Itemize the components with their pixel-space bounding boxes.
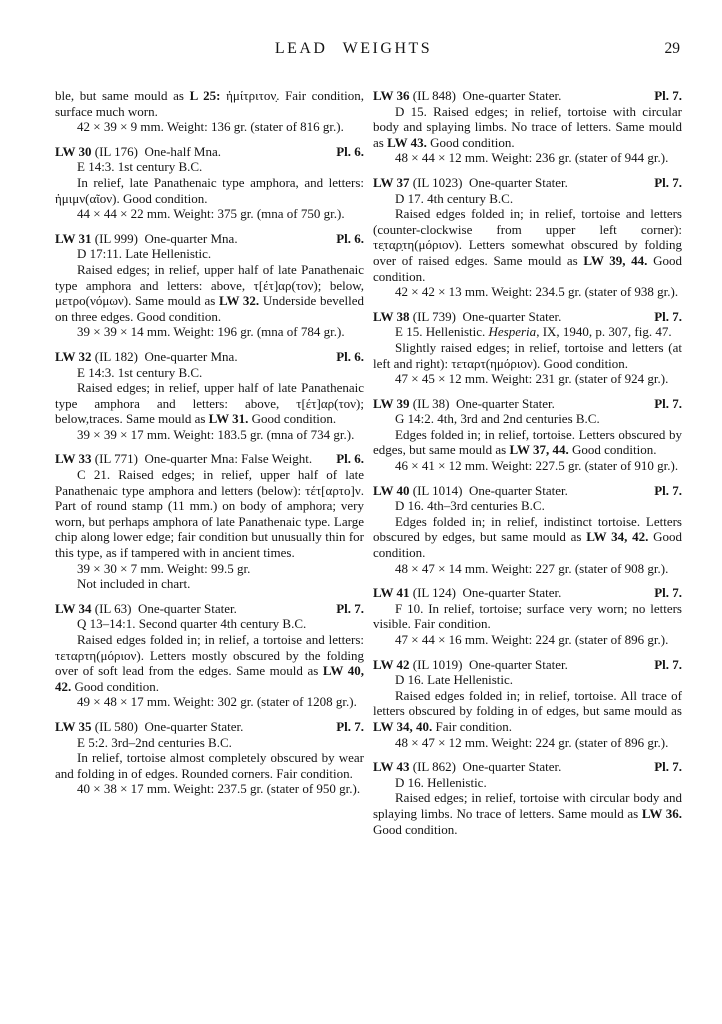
catalog-entry xyxy=(55,451,364,591)
catalog-entry xyxy=(373,759,682,837)
plate-reference: Pl. 6. xyxy=(336,451,364,467)
entry-paragraph: D 16. Late Hellenistic. xyxy=(395,672,514,688)
entry-paragraph: 48 × 44 × 12 mm. Weight: 236 gr. (stater of 944 gr.). xyxy=(395,150,669,166)
bold-cross-reference: LW 37, 44. xyxy=(509,442,569,458)
plate-reference: Pl. 7. xyxy=(654,88,682,103)
entry-paragraph: Raised edges; in relief, tortoise with circular body and splaying limbs. No trace of letters. Same mould as LW 36. Good condition. xyxy=(373,790,682,837)
entry-id: LW 32 xyxy=(55,348,92,364)
catalog-entry xyxy=(55,719,364,797)
entry-paragraph: Raised edges folded in; in relief, tortoise and letters (counter-clockwise from upper left corner): τε̣τα̣ρ̣τη(μόριον). Letters somewhat obscured by folding over of raised edges. Same mould as LW 39, 44. Good condition. xyxy=(373,206,682,284)
catalog-entry xyxy=(373,657,682,751)
entry-title: LW 39 (IL 38) One-quarter Stater. xyxy=(373,395,555,411)
text-columns xyxy=(55,88,682,846)
left-column xyxy=(55,88,364,846)
catalog-entry xyxy=(55,144,364,222)
entry-paragraph: 39 × 30 × 7 mm. Weight: 99.5 gr. xyxy=(77,560,251,576)
entry-heading xyxy=(55,231,364,247)
entry-title: LW 30 (IL 176) One-half Mna. xyxy=(55,143,221,159)
entry-title: LW 41 (IL 124) One-quarter Stater. xyxy=(373,585,562,601)
plate-reference: Pl. 7. xyxy=(654,308,682,324)
plate-reference: Pl. 6. xyxy=(336,230,364,246)
bold-cross-reference: LW 34, 42. xyxy=(586,529,649,545)
entry-paragraph: 39 × 39 × 17 mm. Weight: 183.5 gr. (mna of 734 gr.). xyxy=(77,426,355,442)
entry-id: LW 35 xyxy=(55,718,92,734)
bold-cross-reference: LW 39, 44. xyxy=(583,252,648,268)
entry-id: LW 31 xyxy=(55,230,92,246)
entry-paragraph: 47 × 44 × 16 mm. Weight: 224 gr. (stater of 896 gr.). xyxy=(395,632,669,647)
entry-paragraph: D 17. 4th century B.C. xyxy=(395,190,514,206)
entry-id: LW 39 xyxy=(373,395,410,411)
entry-paragraph: C 21. Raised edges; in relief, upper half of late Panathenaic type amphora and letters (below): τέτ[αρτο]ν. Part of round stamp (11 mm.) on body of amphora; very worn, but perhaps amphora of late Panathenaic type. Large chip along lower edge; fair condition but unusually thin for this type, as if tampered with in ancient times. xyxy=(55,467,364,561)
catalog-entry xyxy=(373,396,682,474)
entry-paragraph: 42 × 39 × 9 mm. Weight: 136 gr. (stater of 816 gr.). xyxy=(77,119,344,135)
entry-paragraph: D 16. Hellenistic. xyxy=(395,774,487,790)
entry-heading xyxy=(55,451,364,467)
entry-paragraph: E 14:3. 1st century B.C. xyxy=(77,159,203,175)
entry-id: LW 40 xyxy=(373,482,410,498)
entry-title: LW 36 (IL 848) One-quarter Stater. xyxy=(373,88,562,103)
catalog-entry xyxy=(373,309,682,387)
plate-reference: Pl. 7. xyxy=(654,759,682,775)
entry-title: LW 32 (IL 182) One-quarter Mna. xyxy=(55,348,238,364)
bold-cross-reference: LW 32. xyxy=(219,293,260,309)
entry-paragraph: 40 × 38 × 17 mm. Weight: 237.5 gr. (stater of 950 gr.). xyxy=(77,781,361,797)
plate-reference: Pl. 7. xyxy=(336,718,364,734)
entry-paragraph: 44 × 44 × 22 mm. Weight: 375 gr. (mna of 750 gr.). xyxy=(77,206,345,222)
entry-paragraph: 42 × 42 × 13 mm. Weight: 234.5 gr. (stater of 938 gr.). xyxy=(395,284,679,300)
entry-title: LW 35 (IL 580) One-quarter Stater. xyxy=(55,718,244,734)
entry-paragraph: E 14:3. 1st century B.C. xyxy=(77,364,203,380)
entry-paragraph: D 16. 4th–3rd centuries B.C. xyxy=(395,498,545,514)
entry-id: LW 34 xyxy=(55,600,92,616)
plate-reference: Pl. 7. xyxy=(336,600,364,616)
bold-cross-reference: LW 36. xyxy=(641,805,682,821)
entry-paragraph: 49 × 48 × 17 mm. Weight: 302 gr. (stater of 1208 gr.). xyxy=(77,694,357,710)
entry-paragraph: Edges folded in; in relief, indistinct tortoise. Letters obscured by edges, but same mould as LW 34, 42. Good condition. xyxy=(373,513,682,561)
entry-title: LW 40 (IL 1014) One-quarter Stater. xyxy=(373,482,568,498)
plate-reference: Pl. 6. xyxy=(336,143,364,159)
catalog-entry xyxy=(373,483,682,577)
page-header xyxy=(55,40,682,64)
entry-paragraph: In relief, late Panathenaic type amphora, and letters: ἡμιμν(αῖον). Good condition. xyxy=(55,174,364,206)
entry-heading xyxy=(373,483,682,499)
entry-heading xyxy=(373,657,682,673)
bold-cross-reference: LW 40, 42. xyxy=(55,663,365,694)
entry-paragraph: Raised edges; in relief, upper half of late Panathenaic type amphora and letters: above, τ[έτ]αρ(τον); below,traces. Same mould as LW 31. Good condition. xyxy=(55,380,364,427)
entry-id: LW 33 xyxy=(55,451,92,467)
catalog-entry xyxy=(55,231,364,340)
catalog-entry xyxy=(55,349,364,443)
entry-paragraph: Edges folded in; in relief, tortoise. Letters obscured by edges, but same mould as LW 37, 44. Good condition. xyxy=(373,426,682,458)
catalog-entry xyxy=(373,88,682,166)
entry-heading xyxy=(55,719,364,735)
plate-reference: Pl. 7. xyxy=(654,585,682,601)
bold-cross-reference: LW 34, 40. xyxy=(373,718,433,734)
entry-paragraph: 48 × 47 × 14 mm. Weight: 227 gr. (stater of 908 gr.). xyxy=(395,560,669,576)
catalog-entry xyxy=(373,585,682,647)
entry-paragraph: Raised edges; in relief, upper half of late Panathenaic type amphora and letters: above, τ[έτ]αρ(τον); below, μετρο(νόμων). Same mould as LW 32. Underside bevelled on three edges. Good condition. xyxy=(55,261,365,324)
entry-title: LW 34 (IL 63) One-quarter Stater. xyxy=(55,600,237,616)
entry-heading xyxy=(373,396,682,412)
entry-title: LW 31 (IL 999) One-quarter Mna. xyxy=(55,230,238,246)
catalog-entry xyxy=(373,175,682,300)
entry-paragraph: Not included in chart. xyxy=(77,576,191,592)
entry-heading xyxy=(55,144,364,160)
entry-heading xyxy=(55,601,364,617)
entry-paragraph: In relief, tortoise almost completely obscured by wear and folding in of edges. Rounded corners. Fair condition. xyxy=(55,750,364,781)
entry-heading xyxy=(373,88,682,104)
entry-paragraph: 47 × 45 × 12 mm. Weight: 231 gr. (stater of 924 gr.). xyxy=(395,371,669,387)
entry-heading xyxy=(373,585,682,601)
entry-paragraph: D 17:11. Late Hellenistic. xyxy=(77,246,212,262)
entry-paragraph: 39 × 39 × 14 mm. Weight: 196 gr. (mna of 784 gr.). xyxy=(77,324,345,340)
entry-id: LW 38 xyxy=(373,308,410,324)
entry-id: LW 42 xyxy=(373,656,410,672)
plate-reference: Pl. 7. xyxy=(654,174,682,190)
bold-cross-reference: L 25: xyxy=(189,88,221,103)
entry-paragraph: F 10. In relief, tortoise; surface very worn; no letters visible. Fair condition. xyxy=(373,600,682,632)
entry-paragraph: Q 13–14:1. Second quarter 4th century B.C. xyxy=(77,616,307,632)
entry-paragraph: 46 × 41 × 12 mm. Weight: 227.5 gr. (stater of 910 gr.). xyxy=(395,458,679,474)
catalog-entry xyxy=(55,601,364,710)
entry-title: LW 37 (IL 1023) One-quarter Stater. xyxy=(373,174,568,190)
entry-paragraph: Slightly raised edges; in relief, tortoise and letters (at left and right): τεταρτ(ημόριον). Good condition. xyxy=(373,339,682,371)
entry-paragraph: ble, but same mould as L 25: ἡμίτριτον̣. Fair condition, surface much worn. xyxy=(55,88,364,119)
entry-heading xyxy=(373,309,682,325)
entry-paragraph: D 15. Raised edges; in relief, tortoise with circular body and splaying limbs. No trace of letters. Same mould as LW 43. Good condition. xyxy=(373,103,682,150)
entry-title: LW 38 (IL 739) One-quarter Stater. xyxy=(373,308,562,324)
continuation-text xyxy=(55,88,364,135)
entry-id: LW 36 xyxy=(373,88,410,103)
page-title: LEAD WEIGHTS xyxy=(274,40,433,57)
entry-id: LW 43 xyxy=(373,759,410,775)
entry-id: LW 30 xyxy=(55,143,92,159)
entry-paragraph: Raised edges folded in; in relief, a tortoise and letters: τεταρτη(μόριον). Letters mostly obscured by the folding over of soft lead from the edges. Same mould as LW 40, 42. Good condition. xyxy=(55,632,365,694)
entry-paragraph: Raised edges folded in; in relief, tortoise. All trace of letters obscured by folding in of edges, but same mould as LW 34, 40. Fair condition. xyxy=(373,687,682,734)
plate-reference: Pl. 7. xyxy=(654,395,682,411)
italic-citation: Hesperia xyxy=(488,324,537,340)
entry-id: LW 37 xyxy=(373,174,410,190)
entry-paragraph: G 14:2. 4th, 3rd and 2nd centuries B.C. xyxy=(395,411,600,427)
entry-paragraph: E 15. Hellenistic. Hesperia, IX, 1940, p. 307, fig. 47. xyxy=(395,324,672,340)
entry-title: LW 33 (IL 771) One-quarter Mna: False Weight. xyxy=(55,451,313,467)
entry-title: LW 43 (IL 862) One-quarter Stater. xyxy=(373,759,562,775)
page-number: 29 xyxy=(664,40,680,57)
entry-title: LW 42 (IL 1019) One-quarter Stater. xyxy=(373,656,568,672)
bold-cross-reference: LW 31. xyxy=(208,411,249,427)
bold-cross-reference: LW 43. xyxy=(387,134,427,150)
entry-id: LW 41 xyxy=(373,585,410,601)
entry-heading xyxy=(55,349,364,365)
plate-reference: Pl. 7. xyxy=(654,482,682,498)
plate-reference: Pl. 6. xyxy=(336,348,364,364)
entry-paragraph: 48 × 47 × 12 mm. Weight: 224 gr. (stater of 896 gr.). xyxy=(395,734,669,750)
entry-heading xyxy=(373,175,682,191)
entry-heading xyxy=(373,759,682,775)
right-column xyxy=(373,88,682,846)
plate-reference: Pl. 7. xyxy=(654,656,682,672)
entry-paragraph: E 5:2. 3rd–2nd centuries B.C. xyxy=(77,734,232,750)
